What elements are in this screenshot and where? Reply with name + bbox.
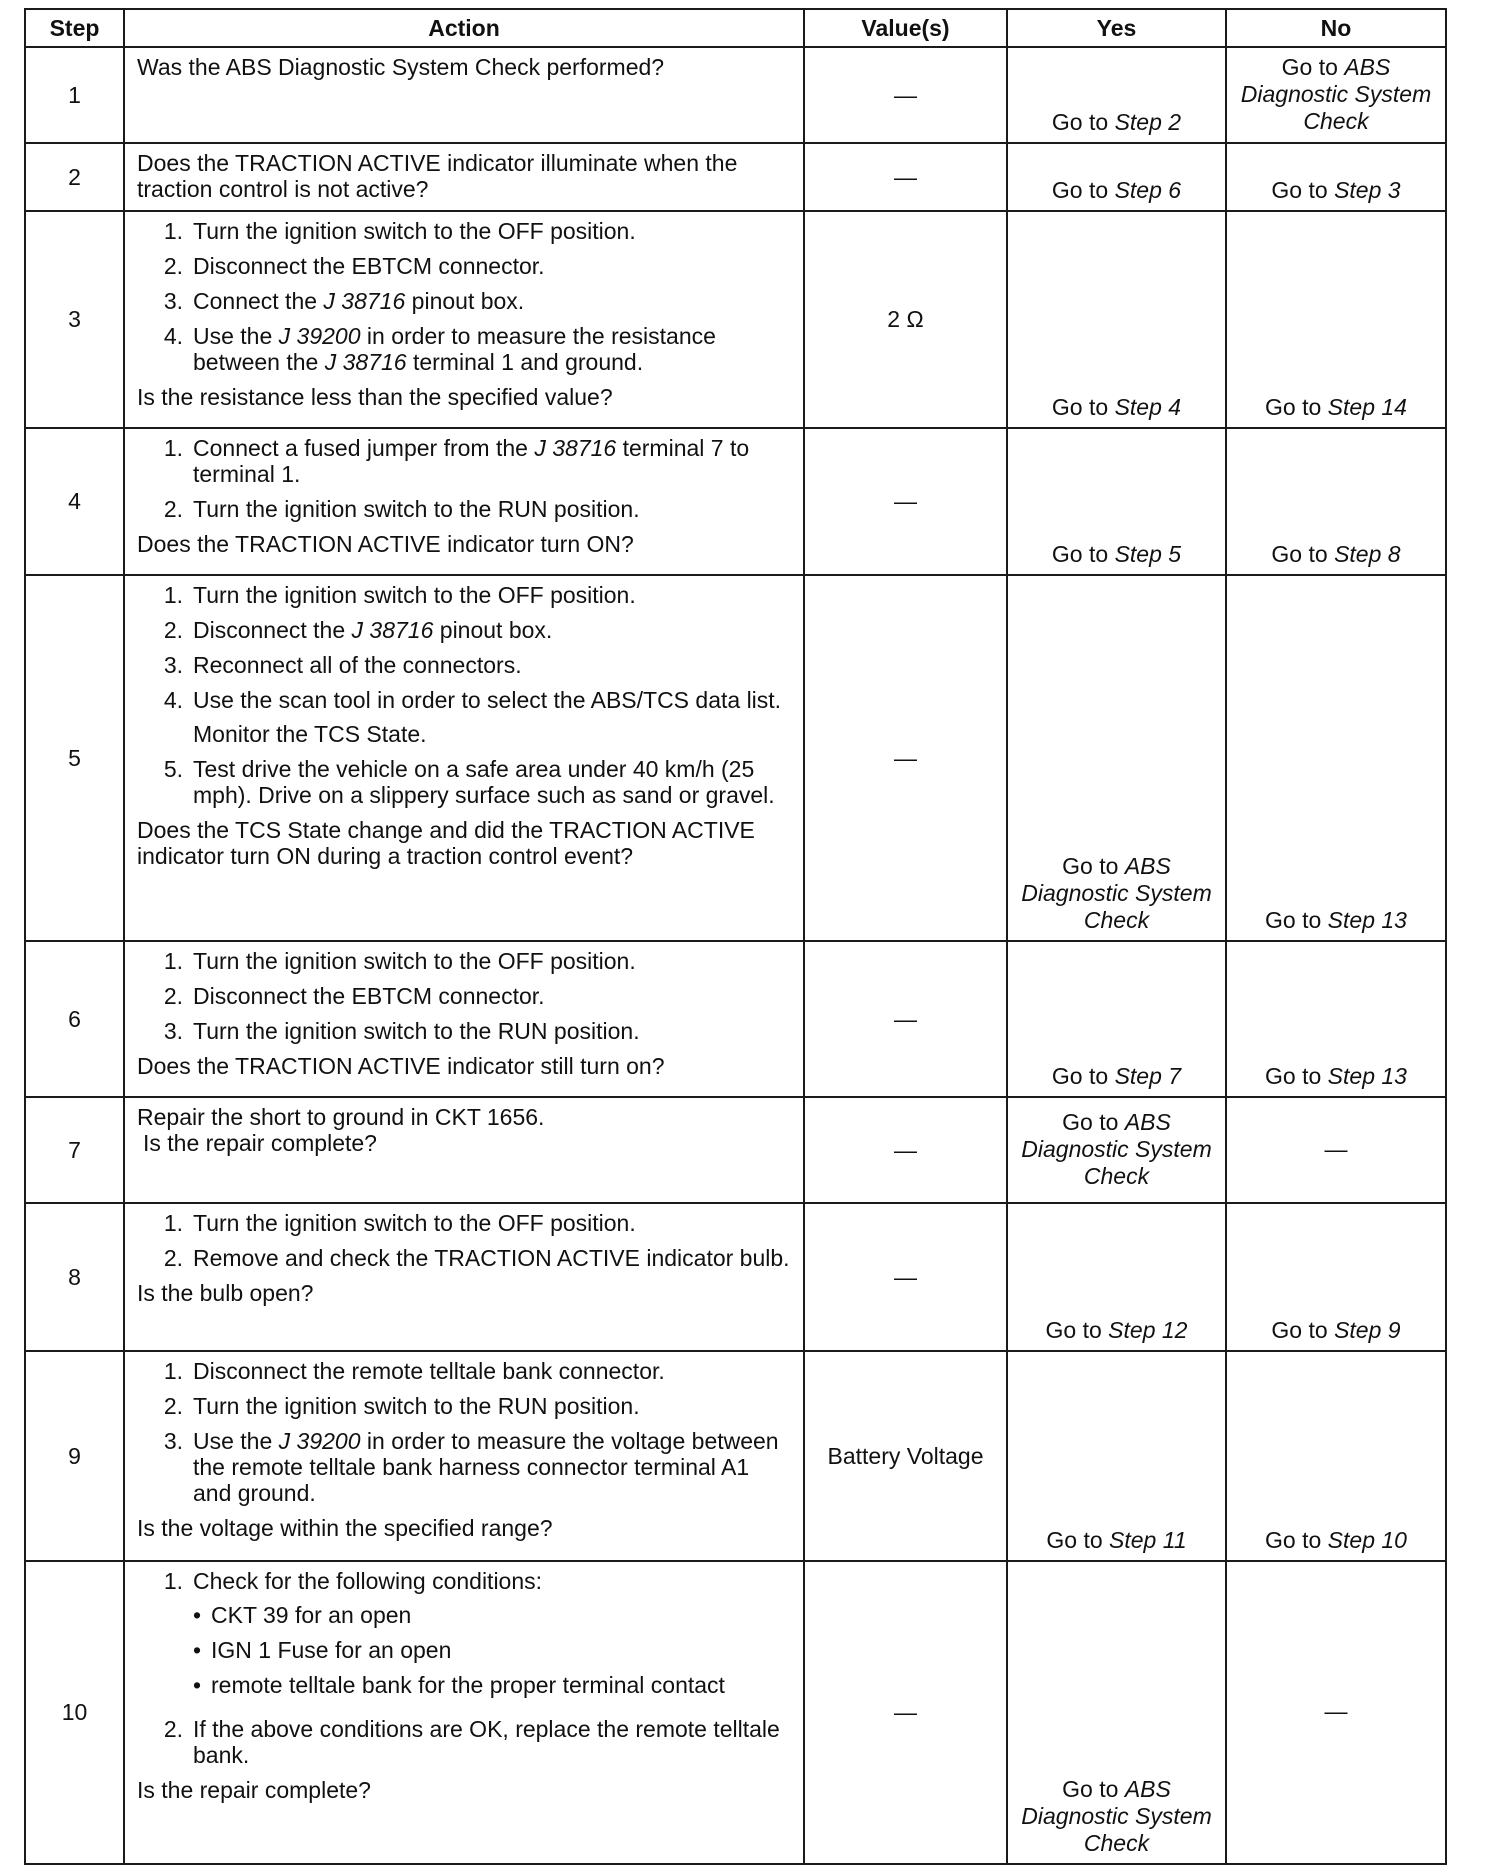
item-number: 2. (163, 1245, 183, 1271)
item-text (193, 323, 793, 375)
item-text: Turn the ignition switch to the RUN position. (193, 496, 640, 522)
no-link[interactable]: Step 10 (1327, 1527, 1407, 1553)
text-part: Connect a fused jumper from the (193, 435, 535, 461)
action-text: Does the TRACTION ACTIVE indicator illuminate when the traction control is not active? (137, 150, 738, 202)
item-number: 3. (163, 288, 183, 314)
value-cell: Battery Voltage (804, 1351, 1007, 1561)
table-row (25, 1203, 1446, 1351)
header-step: Step (25, 9, 124, 47)
item-number: 1. (163, 1358, 183, 1384)
tool-ref: J 39200 (278, 1428, 361, 1454)
condition-item: • CKT 39 for an open (193, 1602, 793, 1628)
item-text: Disconnect the EBTCM connector. (193, 983, 545, 1009)
action-item (137, 1716, 793, 1768)
action-item (137, 218, 793, 244)
text-part: Use the (193, 1428, 279, 1454)
value-cell: — (804, 1097, 1007, 1203)
action-steps (137, 948, 793, 1044)
no-cell (1226, 47, 1446, 143)
action-steps (137, 1568, 793, 1768)
no-cell (1226, 211, 1446, 428)
item-number: 3. (163, 1428, 183, 1454)
yes-prefix: Go to (1051, 109, 1115, 135)
action-cell (124, 211, 804, 428)
yes-prefix: Go to (1062, 853, 1125, 879)
action-item (137, 687, 793, 747)
table-row (25, 47, 1446, 143)
action-item (137, 1358, 793, 1384)
item-number: 5. (163, 756, 183, 782)
tool-ref: J 38716 (324, 349, 407, 375)
no-cell (1226, 1203, 1446, 1351)
value-cell: — (804, 941, 1007, 1097)
item-number: 4. (163, 687, 183, 713)
value-cell: — (804, 1203, 1007, 1351)
table-row (25, 575, 1446, 941)
yes-link[interactable]: Step 5 (1114, 541, 1182, 567)
yes-cell (1007, 143, 1226, 211)
item-text: Turn the ignition switch to the OFF position. (193, 218, 636, 244)
yes-prefix: Go to (1051, 541, 1115, 567)
yes-cell (1007, 211, 1226, 428)
action-cell (124, 1203, 804, 1351)
yes-cell (1007, 1351, 1226, 1561)
action-item (137, 496, 793, 522)
value-cell: — (804, 428, 1007, 575)
item-number: 2. (163, 617, 183, 643)
yes-link[interactable]: ABS Diagnostic System Check (1021, 1108, 1212, 1189)
item-text (193, 288, 793, 314)
no-link[interactable]: ABS Diagnostic System Check (1240, 53, 1432, 134)
yes-link[interactable]: Step 7 (1114, 1063, 1182, 1089)
no-prefix: Go to (1265, 1063, 1328, 1089)
action-text: Repair the short to ground in CKT 1656. (137, 1104, 545, 1130)
text-part: pinout box. (433, 617, 553, 643)
action-steps (137, 582, 793, 808)
action-question: Is the repair complete? (137, 1777, 371, 1803)
tool-ref: J 38716 (351, 617, 434, 643)
yes-cell (1007, 428, 1226, 575)
action-cell (124, 1561, 804, 1864)
yes-prefix: Go to (1062, 1776, 1125, 1802)
text-part: Use the scan tool in order to select the ABS/TCS data list. (193, 687, 782, 713)
no-cell (1226, 428, 1446, 575)
table-row (25, 211, 1446, 428)
condition-item: • remote telltale bank for the proper terminal contact (193, 1672, 793, 1698)
action-item (137, 288, 793, 314)
yes-link[interactable]: Step 2 (1114, 109, 1182, 135)
action-item (137, 1245, 793, 1271)
step-number: 7 (25, 1097, 124, 1203)
table-row (25, 1351, 1446, 1561)
action-steps (137, 435, 793, 522)
action-question: Does the TRACTION ACTIVE indicator still turn on? (137, 1053, 665, 1079)
diagnostic-table (24, 8, 1447, 1865)
action-question: Is the voltage within the specified range? (137, 1515, 553, 1541)
item-number: 2. (163, 253, 183, 279)
step-number: 10 (25, 1561, 124, 1864)
text-part: Use the (193, 323, 279, 349)
no-prefix: Go to (1271, 1317, 1335, 1343)
action-steps (137, 1210, 793, 1271)
no-prefix: Go to (1271, 541, 1335, 567)
item-text: Disconnect the EBTCM connector. (193, 253, 545, 279)
value-cell: 2 Ω (804, 211, 1007, 428)
action-item (137, 652, 793, 678)
item-number: 2. (163, 496, 183, 522)
action-item (137, 1018, 793, 1044)
item-number: 1. (163, 582, 183, 608)
yes-prefix: Go to (1051, 177, 1115, 203)
text-part: Disconnect the (193, 617, 352, 643)
yes-cell (1007, 1097, 1226, 1203)
action-item (137, 756, 793, 808)
item-text: Turn the ignition switch to the OFF position. (193, 582, 636, 608)
text-part: Check for the following conditions: (193, 1568, 543, 1594)
yes-link[interactable]: Step 6 (1114, 177, 1182, 203)
header-yes: Yes (1007, 9, 1226, 47)
no-cell: — (1226, 1097, 1446, 1203)
value-cell: — (804, 47, 1007, 143)
action-item (137, 1428, 793, 1506)
yes-cell (1007, 47, 1226, 143)
yes-link[interactable]: Step 12 (1108, 1317, 1188, 1343)
item-text: Reconnect all of the connectors. (193, 652, 522, 678)
yes-cell (1007, 1203, 1226, 1351)
item-number: 2. (163, 1716, 183, 1742)
no-link[interactable]: Step 14 (1327, 394, 1407, 420)
item-number: 1. (163, 218, 183, 244)
action-text: Was the ABS Diagnostic System Check performed? (137, 54, 665, 80)
action-question: Does the TCS State change and did the TRACTION ACTIVE indicator turn ON during a traction control event? (137, 817, 755, 869)
item-number: 2. (163, 1393, 183, 1419)
item-text: Turn the ignition switch to the OFF position. (193, 948, 636, 974)
value-cell: — (804, 575, 1007, 941)
header-values: Value(s) (804, 9, 1007, 47)
text-part: pinout box. (405, 288, 525, 314)
action-question: Is the bulb open? (137, 1280, 314, 1306)
table-row (25, 428, 1446, 575)
tool-ref: J 38716 (323, 288, 406, 314)
yes-prefix: Go to (1051, 1063, 1115, 1089)
item-number: 1. (163, 1210, 183, 1236)
no-prefix: Go to (1265, 1527, 1328, 1553)
no-cell: — (1226, 1561, 1446, 1864)
header-no: No (1226, 9, 1446, 47)
action-item (137, 1210, 793, 1236)
yes-cell (1007, 941, 1226, 1097)
item-number: 3. (163, 1018, 183, 1044)
action-question: Is the resistance less than the specified value? (137, 384, 613, 410)
value-cell: — (804, 1561, 1007, 1864)
value-cell: — (804, 143, 1007, 211)
action-cell (124, 575, 804, 941)
no-cell (1226, 575, 1446, 941)
no-prefix: Go to (1265, 394, 1328, 420)
no-prefix: Go to (1281, 53, 1345, 80)
no-link[interactable]: Step 13 (1327, 907, 1407, 933)
item-text (193, 687, 793, 747)
item-text: Disconnect the remote telltale bank connector. (193, 1358, 665, 1384)
yes-prefix: Go to (1051, 394, 1115, 420)
tool-ref: J 38716 (534, 435, 617, 461)
no-link[interactable]: Step 13 (1327, 1063, 1407, 1089)
yes-prefix: Go to (1046, 1527, 1110, 1553)
step-number: 4 (25, 428, 124, 575)
no-cell (1226, 1351, 1446, 1561)
item-text (193, 617, 793, 643)
no-link[interactable]: Step 8 (1334, 541, 1401, 567)
yes-prefix: Go to (1062, 1108, 1125, 1135)
action-cell (124, 1097, 804, 1203)
step-number: 5 (25, 575, 124, 941)
no-link[interactable]: Step 3 (1334, 177, 1401, 203)
item-text: Turn the ignition switch to the RUN position. (193, 1393, 640, 1419)
yes-link[interactable]: Step 11 (1109, 1527, 1187, 1553)
item-number: 2. (163, 983, 183, 1009)
table-row (25, 1561, 1446, 1864)
item-text (193, 1428, 793, 1506)
table-row (25, 143, 1446, 211)
no-cell (1226, 941, 1446, 1097)
item-text (193, 1568, 793, 1707)
action-item (137, 983, 793, 1009)
action-item (137, 617, 793, 643)
item-text: Turn the ignition switch to the OFF position. (193, 1210, 636, 1236)
item-number: 3. (163, 652, 183, 678)
item-number: 4. (163, 323, 183, 349)
table-row (25, 1097, 1446, 1203)
text-part: in order to measure the voltage between the remote telltale bank harness connector terminal A1 and ground. (193, 1428, 779, 1506)
header-row (25, 9, 1446, 47)
action-cell (124, 1351, 804, 1561)
text-part: in order to measure the resistance between the (193, 323, 716, 375)
yes-cell (1007, 1561, 1226, 1864)
yes-prefix: Go to (1045, 1317, 1109, 1343)
step-number: 9 (25, 1351, 124, 1561)
yes-link[interactable]: ABS Diagnostic System Check (1021, 1776, 1212, 1856)
step-number: 1 (25, 47, 124, 143)
item-number: 1. (163, 948, 183, 974)
action-cell (124, 143, 804, 211)
text-part: terminal 1 and ground. (406, 349, 644, 375)
action-item (137, 582, 793, 608)
yes-cell (1007, 575, 1226, 941)
item-text: Turn the ignition switch to the RUN position. (193, 1018, 640, 1044)
action-steps (137, 1358, 793, 1506)
yes-link[interactable]: Step 4 (1114, 394, 1182, 420)
item-text: Remove and check the TRACTION ACTIVE indicator bulb. (193, 1245, 790, 1271)
action-item (137, 435, 793, 487)
yes-link[interactable]: ABS Diagnostic System Check (1021, 853, 1212, 933)
item-text: Test drive the vehicle on a safe area under 40 km/h (25 mph). Drive on a slippery surface such as sand or gravel. (193, 756, 775, 808)
header-action: Action (124, 9, 804, 47)
step-number: 3 (25, 211, 124, 428)
tool-ref: J 39200 (278, 323, 361, 349)
no-prefix: Go to (1271, 177, 1335, 203)
action-steps (137, 218, 793, 375)
action-question: Is the repair complete? (143, 1130, 377, 1156)
no-prefix: Go to (1265, 907, 1328, 933)
action-item (137, 253, 793, 279)
text-part: Connect the (193, 288, 324, 314)
item-text: If the above conditions are OK, replace the remote telltale bank. (193, 1716, 780, 1768)
condition-list (193, 1602, 793, 1698)
action-item (137, 1393, 793, 1419)
no-link[interactable]: Step 9 (1334, 1317, 1401, 1343)
action-item (137, 1568, 793, 1707)
item-text (193, 435, 793, 487)
action-item (137, 323, 793, 375)
item-number: 1. (163, 1568, 183, 1594)
step-number: 6 (25, 941, 124, 1097)
action-cell (124, 47, 804, 143)
step-number: 2 (25, 143, 124, 211)
action-question: Does the TRACTION ACTIVE indicator turn ON? (137, 531, 634, 557)
action-cell (124, 428, 804, 575)
action-cell (124, 941, 804, 1097)
text-part: terminal 7 to terminal 1. (193, 435, 750, 487)
no-cell (1226, 143, 1446, 211)
step-number: 8 (25, 1203, 124, 1351)
condition-item: • IGN 1 Fuse for an open (193, 1637, 793, 1663)
item-subtext: Monitor the TCS State. (193, 721, 427, 747)
action-item (137, 948, 793, 974)
item-number: 1. (163, 435, 183, 461)
table-row (25, 941, 1446, 1097)
